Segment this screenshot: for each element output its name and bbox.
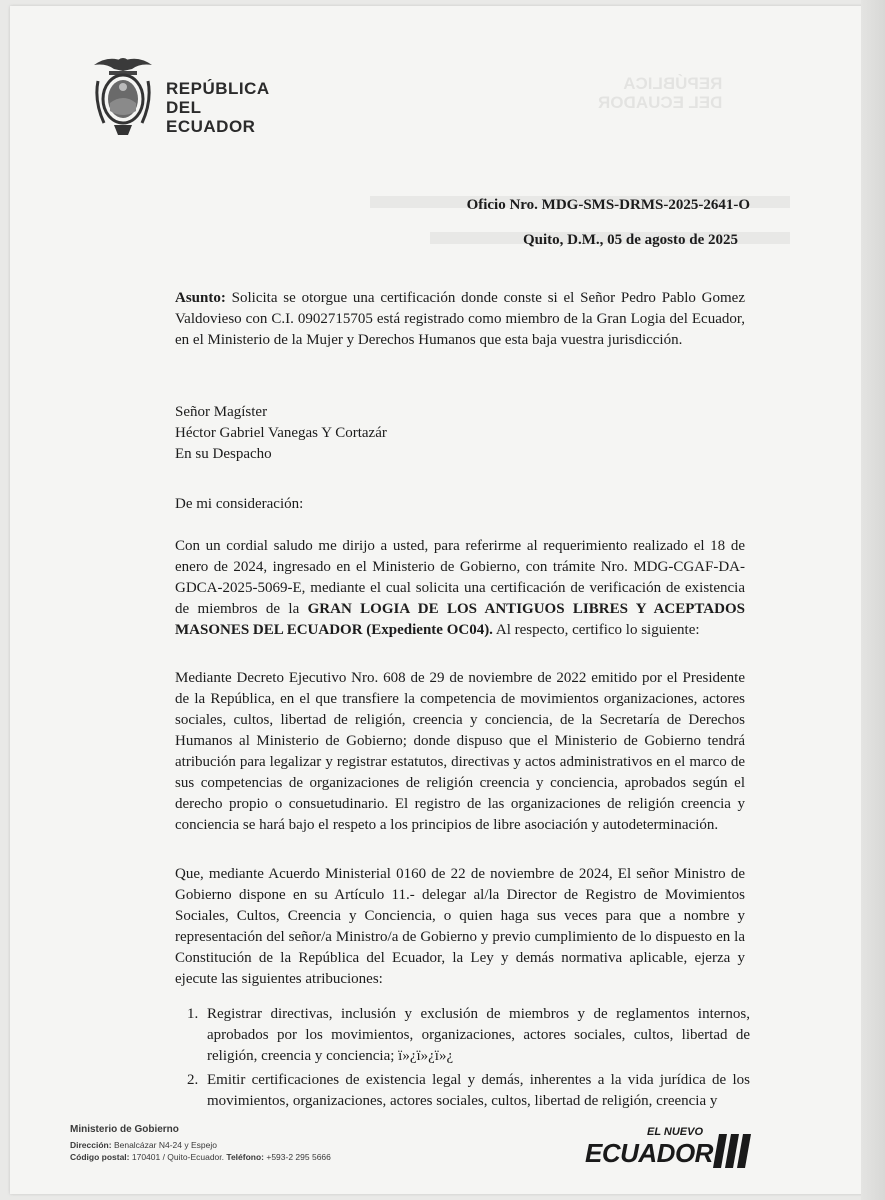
footer-postal-phone (70, 1151, 331, 1163)
list-item-number: 2. (187, 1072, 199, 1088)
paragraph-request-bold: GRAN LOGIA DE LOS ANTIGUOS LIBRES Y ACEPTADOS MASONES DEL ECUADOR (Expediente OC04). (175, 601, 745, 638)
footer-address-label: Dirección: (70, 1140, 112, 1150)
recipient-name: Héctor Gabriel Vanegas Y Cortazár (175, 425, 387, 441)
list-item (175, 1004, 750, 1067)
country-line-2: DEL ECUADOR (166, 98, 256, 136)
paragraph-request-text-a: Con un cordial saludo me dirijo a usted, para referirme al requerimiento realizado el 18 de enero de 2024, ingresado en el Ministerio de Gobierno, con trámite Nro. MDG-CGAF-DA-GDCA-2025-5069-E, mediante el cual solicita una certificación de verificación de existencia de miembros de la (175, 538, 745, 617)
paragraph-decree: Mediante Decreto Ejecutivo Nro. 608 de 29 de noviembre de 2022 emitido por el Presidente de la República, en el que transfiere la competencia de movimientos organizaciones, actores sociales, cultos, libertad de religión, creencia y conciencia, de la Secretaría de Derechos Humanos al Ministerio de Gobierno; donde dispuso que el Ministerio de Gobierno tendrá atribución para legalizar y registrar estatutos, directivas y actos administrativos en el marco de sus competencias de organizaciones de religión creencia y conciencia, aprobados según el derecho propio o consuetudinario. El registro de las organizaciones de religión creencia y conciencia se hará bajo el respeto a los principios de libre asociación y autodeterminación. (175, 670, 745, 833)
country-name (166, 79, 288, 136)
bleed-through-mark: REPÚBLICA DEL ECUADOR (598, 74, 723, 112)
republic-logo (88, 51, 288, 141)
office-date: Quito, D.M., 05 de agosto de 2025 (523, 232, 738, 248)
brand-bars-icon (711, 1130, 751, 1170)
recipient-office: En su Despacho (175, 446, 272, 462)
footer-address-value: Benalcázar N4-24 y Espejo (111, 1140, 217, 1150)
page-edge-shadow (861, 0, 885, 1200)
document-page (10, 6, 868, 1194)
greeting: De mi consideración: (175, 496, 304, 512)
footer-postal-label: Código postal: (70, 1152, 130, 1162)
subject-label: Asunto: (175, 290, 226, 306)
footer-phone-value: +593-2 295 5666 (264, 1152, 331, 1162)
recipient-block (175, 402, 387, 465)
list-item-text: Registrar directivas, inclusión y exclusión de miembros y de reglamentos internos, aprobados por los movimientos, organizaciones, actores sociales, cultos, libertad de religión, creencia y conciencia; ï»¿ï»¿ï»¿ (207, 1006, 750, 1064)
subject (175, 288, 745, 351)
country-line-1: REPÚBLICA (166, 79, 270, 98)
list-item-text: Emitir certificaciones de existencia legal y demás, inherentes a la vida jurídica de los movimientos, organizaciones, actores sociales, cultos, libertad de religión, creencia y (207, 1072, 750, 1109)
coat-of-arms-icon (88, 51, 158, 139)
recipient-title: Señor Magíster (175, 404, 268, 420)
paragraph-request (175, 536, 745, 641)
footer-postal-value: 170401 / Quito-Ecuador. (129, 1152, 225, 1162)
list-item-number: 1. (187, 1006, 199, 1022)
office-number: Oficio Nro. MDG-SMS-DRMS-2025-2641-O (466, 197, 750, 213)
subject-text: Solicita se otorgue una certificación donde conste si el Señor Pedro Pablo Gomez Valdovieso con C.I. 0902715705 está registrado como miembro de la Gran Logia del Ecuador, en el Ministerio de la Mujer y Derechos Humanos que esta baja vuestra jurisdicción. (175, 290, 745, 348)
footer-address (70, 1139, 331, 1151)
paragraph-agreement: Que, mediante Acuerdo Ministerial 0160 de 22 de noviembre de 2024, El señor Ministro de Gobierno dispone en su Artículo 11.- delegar al/la Director de Registro de Movimientos Sociales, Cultos, Creencia y Conciencia, o quien haga sus veces para que a nombre y representación del señor/a Ministro/a de Gobierno y previo cumplimiento de lo dispuesto en la Constitución de la República del Ecuador, la Ley y demás normativa aplicable, ejerza y ejecute las siguientes atribuciones: (175, 866, 745, 987)
list-item (175, 1070, 750, 1112)
el-nuevo-ecuador-logo (585, 1126, 755, 1174)
brand-big-text: ECUADOR (585, 1138, 713, 1168)
footer-org: Ministerio de Gobierno (70, 1124, 179, 1135)
paragraph-request-text-b: Al respecto, certifico lo siguiente: (492, 622, 700, 638)
footer-phone-label: Teléfono: (224, 1152, 264, 1162)
brand-small-text: EL NUEVO (647, 1126, 704, 1138)
attributions-list (175, 1004, 750, 1115)
footer (70, 1124, 331, 1163)
